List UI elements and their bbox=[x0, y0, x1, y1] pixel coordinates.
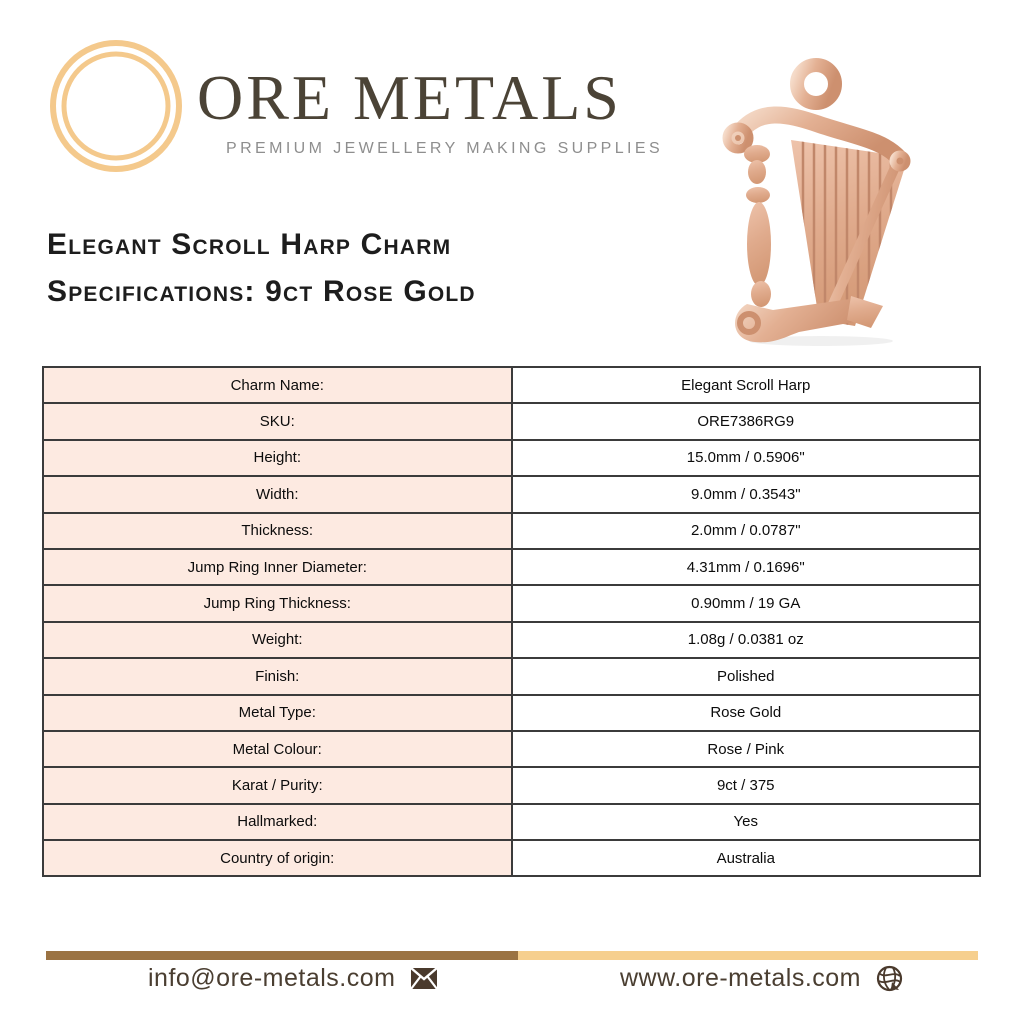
spec-label: Metal Colour: bbox=[43, 731, 512, 767]
spec-label: Country of origin: bbox=[43, 840, 512, 876]
spec-label: Hallmarked: bbox=[43, 804, 512, 840]
spec-label: Metal Type: bbox=[43, 695, 512, 731]
spec-label: Width: bbox=[43, 476, 512, 512]
harp-charm-icon bbox=[703, 48, 933, 348]
spec-value: ORE7386RG9 bbox=[512, 403, 981, 439]
page-title-line1: Elegant Scroll Harp Charm bbox=[47, 228, 452, 261]
brand-logo-rings-icon bbox=[48, 38, 184, 174]
spec-label: Jump Ring Inner Diameter: bbox=[43, 549, 512, 585]
footer-website-link[interactable] bbox=[620, 964, 903, 993]
spec-value: Yes bbox=[512, 804, 981, 840]
table-row bbox=[43, 476, 980, 512]
table-row bbox=[43, 513, 980, 549]
spec-value: Rose Gold bbox=[512, 695, 981, 731]
spec-value: Elegant Scroll Harp bbox=[512, 367, 981, 403]
spec-label: Jump Ring Thickness: bbox=[43, 585, 512, 621]
envelope-icon bbox=[410, 967, 438, 990]
spec-value: 2.0mm / 0.0787" bbox=[512, 513, 981, 549]
spec-label: Weight: bbox=[43, 622, 512, 658]
spec-value: 0.90mm / 19 GA bbox=[512, 585, 981, 621]
spec-label: Height: bbox=[43, 440, 512, 476]
table-row bbox=[43, 403, 980, 439]
spec-value: Polished bbox=[512, 658, 981, 694]
table-row bbox=[43, 804, 980, 840]
table-row bbox=[43, 695, 980, 731]
table-row bbox=[43, 549, 980, 585]
spec-value: 15.0mm / 0.5906" bbox=[512, 440, 981, 476]
table-row bbox=[43, 731, 980, 767]
spec-value: 4.31mm / 0.1696" bbox=[512, 549, 981, 585]
spec-value: Australia bbox=[512, 840, 981, 876]
table-row bbox=[43, 367, 980, 403]
spec-value: Rose / Pink bbox=[512, 731, 981, 767]
spec-value: 1.08g / 0.0381 oz bbox=[512, 622, 981, 658]
brand-name: ORE METALS bbox=[197, 62, 622, 133]
spec-value: 9.0mm / 0.3543" bbox=[512, 476, 981, 512]
footer-email-link[interactable] bbox=[148, 964, 438, 993]
brand-tagline: PREMIUM JEWELLERY MAKING SUPPLIES bbox=[226, 140, 664, 157]
spec-label: Charm Name: bbox=[43, 367, 512, 403]
spec-table bbox=[42, 366, 981, 877]
footer-divider bbox=[46, 951, 978, 960]
table-row bbox=[43, 658, 980, 694]
table-row bbox=[43, 840, 980, 876]
table-row bbox=[43, 585, 980, 621]
footer-website-text: www.ore-metals.com bbox=[620, 964, 861, 992]
page-title-line2: Specifications: 9ct Rose Gold bbox=[47, 275, 476, 308]
spec-value: 9ct / 375 bbox=[512, 767, 981, 803]
table-row bbox=[43, 440, 980, 476]
spec-table-body bbox=[43, 367, 980, 876]
divider-gold-segment bbox=[518, 951, 978, 960]
footer-email-text: info@ore-metals.com bbox=[148, 964, 396, 992]
spec-label: Thickness: bbox=[43, 513, 512, 549]
spec-label: SKU: bbox=[43, 403, 512, 439]
spec-label: Finish: bbox=[43, 658, 512, 694]
spec-label: Karat / Purity: bbox=[43, 767, 512, 803]
divider-brown-segment bbox=[46, 951, 518, 960]
page-title bbox=[47, 221, 476, 315]
table-row bbox=[43, 622, 980, 658]
product-image-harp bbox=[703, 48, 933, 348]
globe-icon bbox=[876, 965, 903, 992]
table-row bbox=[43, 767, 980, 803]
